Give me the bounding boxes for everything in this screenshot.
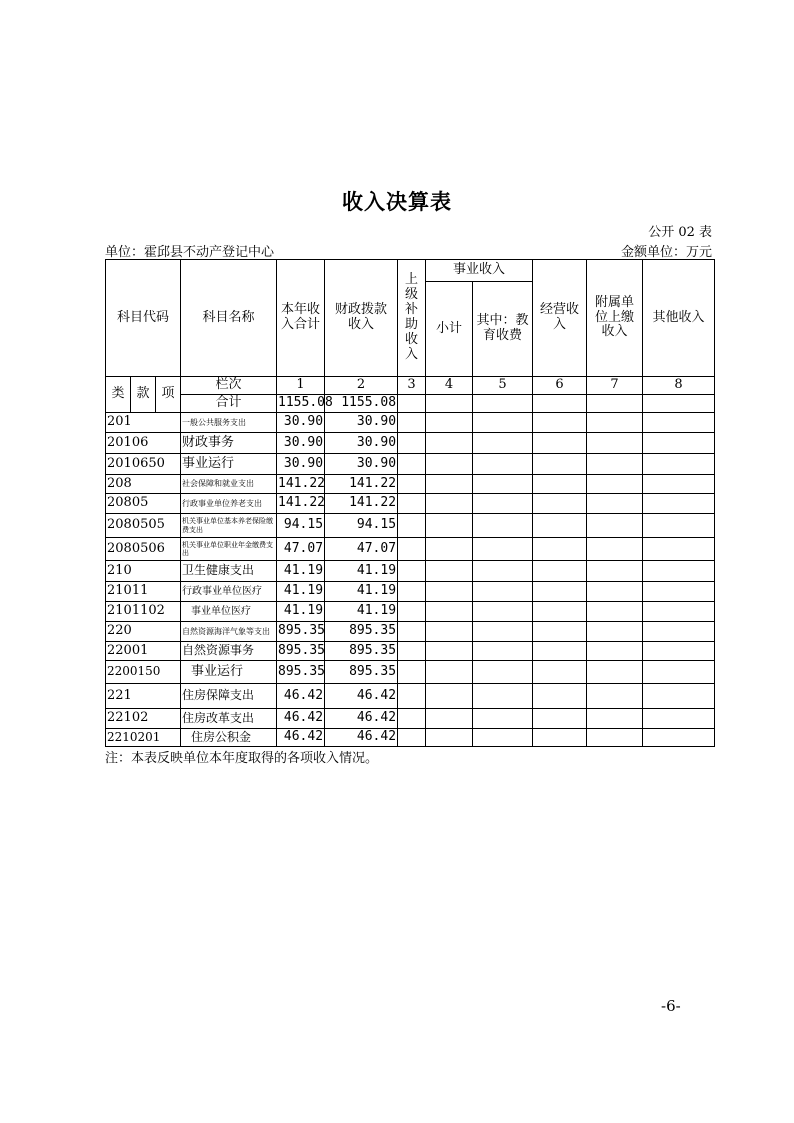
col-index: 2 bbox=[325, 377, 398, 395]
row-fiscal: 30.90 bbox=[325, 454, 398, 475]
row-fiscal: 141.22 bbox=[325, 475, 398, 494]
table-row bbox=[106, 582, 715, 602]
table-note: 注：本表反映单位本年度取得的各项收入情况。 bbox=[105, 751, 379, 766]
table-row bbox=[106, 433, 715, 454]
row-code: 2080505 bbox=[106, 514, 181, 538]
row-total: 46.42 bbox=[277, 729, 325, 747]
row-code: 2010650 bbox=[106, 454, 181, 475]
row-name: 一般公共服务支出 bbox=[181, 413, 277, 433]
col-index: 5 bbox=[473, 377, 533, 395]
row-code: 2080506 bbox=[106, 538, 181, 561]
row-code: 22001 bbox=[106, 642, 181, 661]
col-index: 1 bbox=[277, 377, 325, 395]
table-row bbox=[106, 622, 715, 642]
row-name: 卫生健康支出 bbox=[181, 561, 277, 582]
row-code: 20805 bbox=[106, 494, 181, 514]
header-kuan: 款 bbox=[131, 377, 156, 413]
header-code: 科目代码 bbox=[106, 260, 181, 377]
row-fiscal: 46.42 bbox=[325, 729, 398, 747]
row-code: 220 bbox=[106, 622, 181, 642]
header-other: 其他收入 bbox=[643, 260, 715, 377]
row-fiscal: 94.15 bbox=[325, 514, 398, 538]
row-total: 895.35 bbox=[277, 642, 325, 661]
table-row bbox=[106, 561, 715, 582]
row-fiscal: 41.19 bbox=[325, 602, 398, 622]
row-code: 221 bbox=[106, 684, 181, 709]
col-index: 4 bbox=[426, 377, 473, 395]
row-fiscal: 46.42 bbox=[325, 684, 398, 709]
row-code: 20106 bbox=[106, 433, 181, 454]
row-total: 94.15 bbox=[277, 514, 325, 538]
row-total: 30.90 bbox=[277, 454, 325, 475]
row-name: 行政事业单位医疗 bbox=[181, 582, 277, 602]
table-row bbox=[106, 684, 715, 709]
income-table bbox=[105, 259, 715, 747]
row-name: 社会保障和就业支出 bbox=[181, 475, 277, 494]
row-name: 事业运行 bbox=[181, 454, 277, 475]
row-code: 2210201 bbox=[106, 729, 181, 747]
row-total: 46.42 bbox=[277, 684, 325, 709]
header-name: 科目名称 bbox=[181, 260, 277, 377]
row-total: 895.35 bbox=[277, 661, 325, 684]
row-total: 41.19 bbox=[277, 561, 325, 582]
table-row bbox=[106, 729, 715, 747]
row-fiscal: 895.35 bbox=[325, 642, 398, 661]
row-code: 22102 bbox=[106, 709, 181, 729]
table-row bbox=[106, 475, 715, 494]
total-fiscal: 1155.08 bbox=[325, 395, 398, 413]
row-total: 41.19 bbox=[277, 602, 325, 622]
row-name: 住房公积金 bbox=[181, 729, 277, 747]
row-code: 2200150 bbox=[106, 661, 181, 684]
row-total: 41.19 bbox=[277, 582, 325, 602]
row-fiscal: 47.07 bbox=[325, 538, 398, 561]
row-fiscal: 895.35 bbox=[325, 622, 398, 642]
header-education: 其中：教育收费 bbox=[473, 282, 533, 377]
row-name: 住房改革支出 bbox=[181, 709, 277, 729]
header-lei: 类 bbox=[106, 377, 131, 413]
table-row bbox=[106, 538, 715, 561]
row-name: 事业运行 bbox=[181, 661, 277, 684]
page-title: 收入决算表 bbox=[342, 190, 452, 214]
header-business: 事业收入 bbox=[426, 260, 533, 282]
row-fiscal: 895.35 bbox=[325, 661, 398, 684]
row-name: 自然资源海洋气象等支出 bbox=[181, 622, 277, 642]
row-name: 机关事业单位基本养老保险缴费支出 bbox=[181, 514, 277, 538]
row-fiscal: 46.42 bbox=[325, 709, 398, 729]
row-fiscal: 30.90 bbox=[325, 413, 398, 433]
row-name: 住房保障支出 bbox=[181, 684, 277, 709]
row-code: 210 bbox=[106, 561, 181, 582]
row-name: 财政事务 bbox=[181, 433, 277, 454]
row-fiscal: 41.19 bbox=[325, 582, 398, 602]
table-row bbox=[106, 642, 715, 661]
header-lanci: 栏次 bbox=[181, 377, 277, 395]
money-unit-label: 金额单位：万元 bbox=[620, 245, 712, 260]
header-xiang: 项 bbox=[156, 377, 181, 413]
page-number: -6- bbox=[661, 997, 681, 1015]
row-total: 30.90 bbox=[277, 413, 325, 433]
row-fiscal: 141.22 bbox=[325, 494, 398, 514]
table-row bbox=[106, 514, 715, 538]
row-code: 2101102 bbox=[106, 602, 181, 622]
row-code: 201 bbox=[106, 413, 181, 433]
row-name: 行政事业单位养老支出 bbox=[181, 494, 277, 514]
table-row bbox=[106, 454, 715, 475]
row-total: 47.07 bbox=[277, 538, 325, 561]
table-row bbox=[106, 661, 715, 684]
row-fiscal: 30.90 bbox=[325, 433, 398, 454]
row-name: 自然资源事务 bbox=[181, 642, 277, 661]
total-income: 1155.08 bbox=[277, 395, 325, 413]
header-subtotal: 小计 bbox=[426, 282, 473, 377]
form-number: 公开 02 表 bbox=[648, 225, 712, 240]
col-index: 7 bbox=[587, 377, 643, 395]
row-name: 事业单位医疗 bbox=[181, 602, 277, 622]
header-affiliated: 附属单位上缴收入 bbox=[587, 260, 643, 377]
total-label: 合计 bbox=[181, 395, 277, 413]
row-fiscal: 41.19 bbox=[325, 561, 398, 582]
header-operating: 经营收入 bbox=[533, 260, 587, 377]
row-code: 208 bbox=[106, 475, 181, 494]
header-total: 本年收入合计 bbox=[277, 260, 325, 377]
col-index: 3 bbox=[398, 377, 426, 395]
col-index: 8 bbox=[643, 377, 715, 395]
row-code: 21011 bbox=[106, 582, 181, 602]
row-total: 141.22 bbox=[277, 475, 325, 494]
header-subsidy: 上级补助收入 bbox=[398, 260, 426, 377]
row-total: 30.90 bbox=[277, 433, 325, 454]
unit-label: 单位：霍邱县不动产登记中心 bbox=[105, 245, 275, 260]
table-row bbox=[106, 709, 715, 729]
row-total: 141.22 bbox=[277, 494, 325, 514]
table-row bbox=[106, 494, 715, 514]
table-row bbox=[106, 413, 715, 433]
row-name: 机关事业单位职业年金缴费支出 bbox=[181, 538, 277, 561]
header-fiscal: 财政拨款收入 bbox=[325, 260, 398, 377]
row-total: 895.35 bbox=[277, 622, 325, 642]
table-row bbox=[106, 602, 715, 622]
col-index: 6 bbox=[533, 377, 587, 395]
row-total: 46.42 bbox=[277, 709, 325, 729]
